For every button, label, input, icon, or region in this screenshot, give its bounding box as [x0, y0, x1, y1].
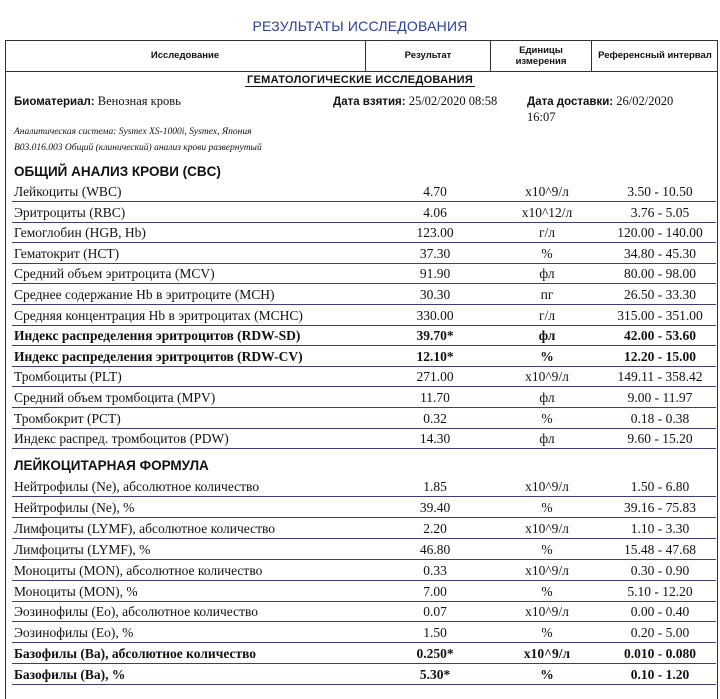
row-unit: % [540, 667, 554, 683]
table-row [12, 367, 716, 387]
row-reference: 0.10 - 1.20 [630, 667, 690, 683]
row-unit: фл [538, 328, 556, 344]
row-result: 39.70* [416, 328, 454, 344]
row-reference: 1.10 - 3.30 [630, 520, 690, 536]
date-delivered-label: Дата доставки: [527, 96, 614, 108]
row-reference: 9.00 - 11.97 [627, 390, 693, 405]
row-reference: 0.010 - 0.080 [624, 646, 696, 662]
date-delivered-value: 26/02/2020 [616, 94, 674, 108]
table-row [12, 264, 716, 284]
row-result: 4.06 [423, 204, 447, 220]
row-reference: 39.16 - 75.83 [624, 499, 696, 515]
biomaterial-value: Венозная кровь [97, 94, 181, 108]
table-row [12, 644, 716, 664]
row-reference: 0.20 - 5.00 [630, 625, 690, 641]
table-row [12, 498, 716, 518]
row-unit: x10^9/л [525, 604, 569, 620]
row-name: Тромбоциты (PLT) [14, 369, 122, 385]
row-name: Лимфоциты (LYMF), абсолютное количество [14, 520, 276, 536]
row-reference: 120.00 - 140.00 [617, 225, 703, 241]
row-unit: % [540, 348, 554, 364]
biomaterial [14, 94, 181, 109]
row-name: Нейтрофилы (Ne), % [14, 499, 135, 515]
row-result: 37.30 [419, 245, 451, 261]
row-divider [12, 663, 716, 664]
row-result: 0.33 [423, 562, 447, 578]
row-name: Базофилы (Ba), % [14, 667, 126, 683]
row-result: 0.32 [423, 410, 447, 426]
table-row [12, 477, 716, 497]
row-result: 123.00 [416, 225, 454, 241]
row-unit: пг [540, 287, 554, 302]
table-row [12, 182, 716, 202]
row-reference: 15.48 - 47.68 [624, 541, 696, 557]
row-name: Нейтрофилы (Ne), абсолютное количество [14, 479, 260, 494]
row-divider [12, 517, 716, 518]
row-name: Моноциты (MON), % [14, 583, 138, 599]
row-result: 1.85 [423, 479, 447, 494]
row-result: 30.30 [419, 287, 451, 302]
table-row [12, 519, 716, 539]
row-reference: 3.76 - 5.05 [630, 204, 690, 220]
table-row [12, 306, 716, 326]
row-result: 39.40 [419, 499, 451, 515]
date-taken-value: 25/02/2020 08:58 [408, 94, 498, 108]
table-row [12, 223, 716, 243]
row-unit: % [541, 499, 553, 515]
row-reference: 9.60 - 15.20 [627, 431, 693, 447]
row-result: 4.70 [423, 184, 447, 199]
row-result: 91.90 [419, 266, 451, 282]
row-reference: 0.00 - 0.40 [630, 604, 690, 620]
row-reference: 42.00 - 53.60 [624, 328, 696, 344]
row-divider [12, 642, 716, 643]
row-unit: x10^9/л [525, 184, 569, 199]
row-unit: г/л [538, 307, 556, 323]
row-result: 330.00 [416, 307, 454, 323]
row-result: 7.00 [423, 583, 447, 599]
row-divider [12, 496, 716, 497]
table-row [12, 244, 716, 264]
analytic-system: Аналитическая система: Sysmex XS-1000i, Sysmex, Япония [14, 127, 252, 137]
table-header [5, 40, 718, 72]
header-result: Результат [404, 50, 452, 61]
table-row [12, 285, 716, 305]
table-row [12, 623, 716, 643]
row-reference: 149.11 - 358.42 [617, 369, 703, 385]
page-title: РЕЗУЛЬТАТЫ ИССЛЕДОВАНИЯ [252, 18, 468, 34]
header-reference: Референсный интервал [598, 50, 712, 61]
row-name: Индекс распределения эритроцитов (RDW-CV) [14, 348, 303, 364]
row-name: Средний объем эритроцита (MCV) [14, 266, 215, 282]
row-result: 14.30 [419, 431, 451, 447]
row-divider [12, 538, 716, 539]
row-reference: 80.00 - 98.00 [624, 266, 696, 282]
row-divider [12, 559, 716, 560]
date-taken-label: Дата взятия: [333, 96, 406, 108]
row-result: 1.50 [423, 625, 447, 641]
row-name: Моноциты (MON), абсолютное количество [14, 562, 263, 578]
row-reference: 12.20 - 15.00 [624, 348, 696, 364]
row-reference: 1.50 - 6.80 [630, 479, 690, 494]
date-taken [333, 94, 497, 109]
row-result: 0.07 [423, 604, 447, 620]
row-unit: фл [539, 266, 555, 282]
date-delivered-time: 16:07 [527, 110, 556, 124]
row-unit: x10^9/л [525, 369, 569, 385]
table-row [12, 665, 716, 685]
date-delivered [527, 94, 673, 109]
row-result: 5.30* [419, 667, 451, 683]
row-name: Гематокрит (HCT) [14, 245, 120, 261]
row-unit: % [541, 410, 553, 426]
test-code: B03.016.003 Общий (клинический) анализ крови развернутый [14, 143, 262, 153]
row-name: Базофилы (Ba), абсолютное количество [14, 646, 257, 662]
row-unit: x10^12/л [521, 204, 573, 220]
table-row [12, 582, 716, 602]
header-study: Исследование [150, 50, 220, 61]
row-divider [12, 448, 716, 449]
row-reference: 315.00 - 351.00 [617, 307, 703, 323]
row-unit: x10^9/л [525, 479, 569, 494]
table-row [12, 602, 716, 622]
row-unit: % [541, 625, 553, 641]
row-reference: 5.10 - 12.20 [627, 583, 693, 599]
table-row [12, 540, 716, 560]
row-unit: x10^9/л [525, 520, 569, 536]
row-unit: x10^9/л [525, 562, 569, 578]
row-name: Эозинофилы (Eo), абсолютное количество [14, 604, 259, 620]
row-name: Эозинофилы (Eo), % [14, 625, 134, 641]
row-result: 0.250* [416, 646, 454, 662]
row-result: 11.70 [420, 390, 450, 405]
row-reference: 34.80 - 45.30 [624, 245, 696, 261]
row-divider [12, 621, 716, 622]
row-unit: % [541, 541, 553, 557]
table-row [12, 347, 716, 367]
row-result: 12.10* [416, 348, 454, 364]
biomaterial-label: Биоматериал: [14, 96, 95, 108]
row-name: Средняя концентрация Hb в эритроцитах (MCHC) [14, 307, 303, 323]
row-name: Лейкоциты (WBC) [14, 184, 122, 199]
table-row [12, 409, 716, 429]
row-unit: % [541, 245, 553, 261]
row-divider [12, 601, 716, 602]
row-divider [12, 580, 716, 581]
row-reference: 26.50 - 33.30 [624, 287, 696, 302]
row-unit: г/л [538, 225, 556, 241]
row-name: Эритроциты (RBC) [14, 204, 126, 220]
row-divider [12, 684, 716, 685]
row-name: Средний объем тромбоцита (MPV) [14, 390, 216, 405]
row-name: Тромбокрит (PCT) [14, 410, 121, 426]
row-unit: фл [539, 431, 555, 447]
table-row [12, 561, 716, 581]
row-reference: 3.50 - 10.50 [627, 184, 693, 199]
row-name: Среднее содержание Hb в эритроците (MCH) [14, 287, 275, 302]
row-result: 46.80 [419, 541, 451, 557]
row-result: 271.00 [416, 369, 454, 385]
row-reference: 0.30 - 0.90 [630, 562, 690, 578]
row-name: Лимфоциты (LYMF), % [14, 541, 151, 557]
table-row [12, 429, 716, 449]
table-row [12, 326, 716, 346]
header-units: Единицы измерения [515, 44, 567, 67]
row-unit: фл [539, 390, 555, 405]
row-name: Гемоглобин (HGB, Hb) [14, 225, 146, 241]
table-row [12, 388, 716, 408]
row-unit: x10^9/л [523, 646, 571, 662]
row-unit: % [541, 583, 553, 599]
row-name: Индекс распределения эритроцитов (RDW-SD) [14, 328, 301, 344]
row-name: Индекс распред. тромбоцитов (PDW) [14, 431, 229, 447]
table-row [12, 203, 716, 223]
section-title: ГЕМАТОЛОГИЧЕСКИЕ ИССЛЕДОВАНИЯ [246, 74, 474, 86]
row-result: 2.20 [423, 520, 447, 536]
diff-section-title: ЛЕЙКОЦИТАРНАЯ ФОРМУЛА [14, 458, 209, 473]
row-reference: 0.18 - 0.38 [630, 410, 690, 426]
cbc-section-title: ОБЩИЙ АНАЛИЗ КРОВИ (CBC) [14, 164, 221, 179]
